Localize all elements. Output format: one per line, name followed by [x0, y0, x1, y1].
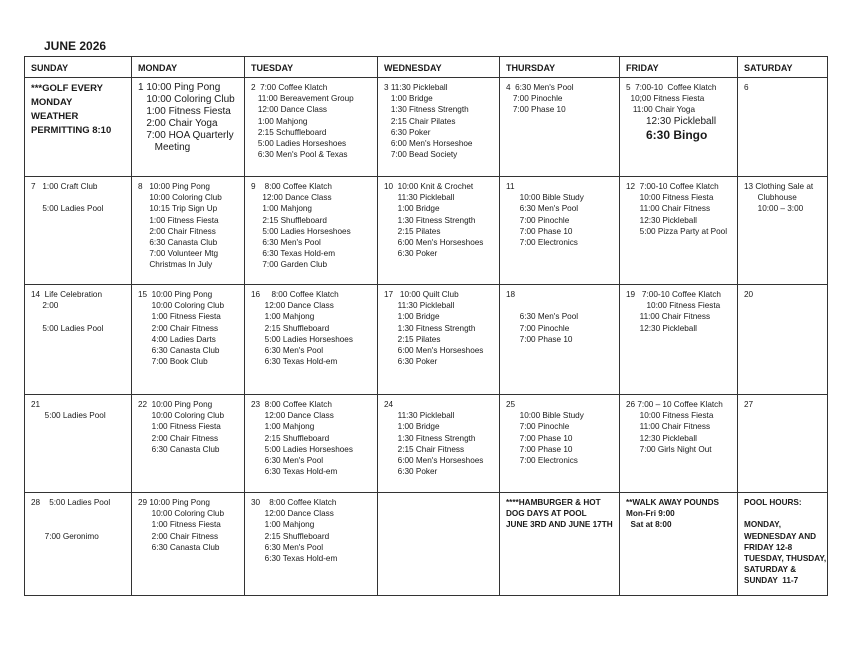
event-line: 2:00 Chair Fitness: [138, 323, 219, 333]
event-line: JUNE 3RD AND JUNE 17TH: [506, 520, 613, 530]
event-line: 12:00 Dance Class: [251, 509, 334, 519]
event-line: 11: [506, 182, 515, 191]
day-cell: [24, 394, 131, 492]
event-line: 29 10:00 Ping Pong: [138, 498, 210, 507]
event-line: 1:00 Fitness Fiesta: [138, 106, 231, 117]
event-line: 2:15 Pilates: [384, 334, 441, 344]
event-line: 2:15 Pilates: [384, 226, 441, 236]
event-line: 12:00 Dance Class: [251, 105, 328, 115]
event-line: 10:00 Coloring Club: [138, 193, 222, 203]
event-line: 6:00 Men's Horseshoes: [384, 456, 484, 466]
event-line: 7:00 Phase 10: [506, 433, 573, 443]
event-line: ****HAMBURGER & HOT: [506, 498, 601, 507]
day-header-monday: MONDAY: [131, 56, 244, 77]
event-line: 30 8:00 Coffee Klatch: [251, 498, 337, 507]
event-line: 15 10:00 Ping Pong: [138, 290, 213, 299]
event-line: 7:00 Electronics: [506, 238, 578, 248]
event-line: 1:00 Fitness Fiesta: [138, 215, 219, 225]
event-line: 10:00 Coloring Club: [138, 411, 225, 421]
event-line: 6:30 Men's Pool: [506, 312, 579, 322]
day-cell: [131, 394, 244, 492]
day-cell: [737, 394, 828, 492]
day-cell: [244, 492, 377, 596]
event-line: 1:00 Fitness Fiesta: [138, 422, 221, 432]
event-line: 6:00 Men's Horseshoes: [384, 346, 484, 356]
day-cell: [377, 176, 499, 284]
day-cell: [377, 492, 499, 596]
event-line: 6:30 Poker: [384, 357, 438, 367]
event-line: 1 10:00 Ping Pong: [138, 82, 221, 93]
day-header-thursday: THURSDAY: [499, 56, 619, 77]
event-line: SATURDAY &: [744, 565, 797, 575]
event-line: 1:00 Mahjong: [251, 116, 308, 126]
event-line: 6:30 Men's Pool: [251, 238, 321, 248]
event-line: SUNDAY 11-7: [744, 576, 799, 586]
event-line: 5:00 Pizza Party at Pool: [626, 226, 728, 236]
event-line: 13 Clothing Sale at: [744, 182, 814, 191]
event-line: 5:00 Ladies Horseshoes: [251, 226, 351, 236]
event-line: 1:00 Fitness Fiesta: [138, 520, 221, 530]
event-line: MONDAY,: [744, 520, 782, 530]
highlight-event: 6:30 Bingo: [646, 127, 708, 142]
event-line: 8 10:00 Ping Pong: [138, 182, 210, 191]
event-line: 11:00 Chair Fitness: [626, 312, 711, 322]
event-line: 12:00 Dance Class: [251, 301, 334, 311]
event-line: 1:00 Bridge: [384, 312, 440, 322]
event-line: 10:00 Coloring Club: [138, 94, 235, 105]
event-line: WEATHER: [31, 111, 79, 122]
event-line: 10:00 Fitness Fiesta: [626, 301, 721, 311]
day-cell: [244, 176, 377, 284]
day-cell: [619, 394, 737, 492]
event-line: 7:00 Phase 10: [506, 334, 573, 344]
day-cell: [737, 176, 828, 284]
day-cell: [24, 176, 131, 284]
event-line: 5:00 Ladies Pool: [31, 323, 104, 333]
day-cell: [377, 284, 499, 394]
event-line: TUESDAY, THUSDAY,: [744, 554, 827, 564]
event-line: Christmas In July: [138, 260, 213, 270]
event-line: POOL HOURS:: [744, 498, 802, 507]
event-line: MONDAY: [31, 97, 73, 108]
event-line: 1:30 Fitness Strength: [384, 323, 476, 333]
event-line: 6:30 Canasta Club: [138, 346, 220, 356]
day-cell: [737, 77, 828, 176]
day-cell: [244, 284, 377, 394]
event-line: 7 1:00 Craft Club: [31, 182, 98, 191]
day-cell: [499, 492, 619, 596]
event-line: 5:00 Ladies Pool: [31, 204, 104, 214]
event-line: 6:30 Poker: [384, 249, 438, 259]
event-line: DOG DAYS AT POOL: [506, 509, 587, 519]
event-line: Mon-Fri 9:00: [626, 509, 675, 519]
event-line: 22 10:00 Ping Pong: [138, 400, 213, 409]
event-line: 5 7:00-10 Coffee Klatch: [626, 83, 717, 92]
event-line: 10;00 Fitness Fiesta: [626, 94, 705, 104]
event-line: 2:15 Shuffleboard: [251, 531, 330, 541]
event-line: 10:00 Bible Study: [506, 411, 584, 421]
day-cell: [619, 77, 737, 176]
day-cell: [131, 176, 244, 284]
event-line: 7:00 Garden Club: [251, 260, 328, 270]
event-line: [31, 508, 128, 519]
event-line: 6:30 Men's Pool & Texas: [251, 150, 348, 160]
event-line: 6:30 Poker: [384, 127, 431, 137]
event-line: 3 11:30 Pickleball: [384, 83, 448, 92]
day-header-saturday: SATURDAY: [737, 56, 828, 77]
event-line: 1:00 Mahjong: [251, 204, 312, 214]
event-line: [31, 311, 128, 322]
event-line: 12:00 Dance Class: [251, 411, 334, 421]
event-line: 21: [31, 400, 41, 409]
event-line: 12:00 Dance Class: [251, 193, 332, 203]
event-line: 6:30 Texas Hold-em: [251, 357, 338, 367]
event-line: 6:30 Texas Hold-em: [251, 467, 338, 477]
event-line: 11:00 Chair Yoga: [626, 105, 696, 115]
event-line: Meeting: [138, 142, 191, 153]
event-line: 19 7:00-10 Coffee Klatch: [626, 290, 721, 299]
event-line: 1:00 Mahjong: [251, 312, 315, 322]
event-line: 11:00 Chair Fitness: [626, 422, 711, 432]
event-line: 27: [744, 400, 754, 409]
event-line: 11:30 Pickleball: [384, 193, 455, 203]
event-line: 7:00 Pinochle: [506, 94, 563, 104]
event-line: 6:30 Men's Pool: [506, 204, 579, 214]
day-cell: [737, 284, 828, 394]
day-cell: [131, 492, 244, 596]
event-line: 7:00 Phase 10: [506, 105, 566, 115]
event-line: 28 5:00 Ladies Pool: [31, 498, 111, 507]
event-line: [31, 192, 128, 203]
event-line: 2 7:00 Coffee Klatch: [251, 83, 328, 92]
day-cell: [24, 284, 131, 394]
event-line: 14 Life Celebration: [31, 290, 103, 299]
day-cell: [499, 77, 619, 176]
day-cell: [24, 77, 131, 176]
event-line: Sat at 8:00: [626, 520, 672, 530]
event-line: 20: [744, 290, 754, 299]
day-header-wednesday: WEDNESDAY: [377, 56, 499, 77]
event-line: 5:00 Ladies Horseshoes: [251, 139, 347, 149]
day-cell: [24, 492, 131, 596]
event-line: 6:30 Canasta Club: [138, 542, 220, 552]
event-line: 12:30 Pickleball: [626, 433, 697, 443]
event-line: 7:00 Volunteer Mtg: [138, 249, 219, 259]
event-line: 7:00 Phase 10: [506, 444, 573, 454]
event-line: 7:00 Bead Society: [384, 150, 458, 160]
event-line: 1:00 Mahjong: [251, 520, 315, 530]
day-cell: [619, 492, 737, 596]
event-line: 26 7:00 – 10 Coffee Klatch: [626, 400, 723, 409]
event-line: 9 8:00 Coffee Klatch: [251, 182, 332, 191]
event-line: 6:30 Canasta Club: [138, 238, 218, 248]
event-line: FRIDAY 12-8: [744, 542, 793, 552]
event-line: 18: [506, 290, 516, 299]
event-line: 17 10:00 Quilt Club: [384, 290, 459, 299]
event-line: 1:30 Fitness Strength: [384, 215, 476, 225]
day-header-sunday: SUNDAY: [24, 56, 131, 77]
event-line: 10:00 Coloring Club: [138, 509, 225, 519]
day-cell: [377, 394, 499, 492]
day-cell: [377, 77, 499, 176]
event-line: 5:00 Ladies Horseshoes: [251, 334, 353, 344]
day-cell: [737, 492, 828, 596]
event-line: PERMITTING 8:10: [31, 125, 112, 136]
event-line: 10 10:00 Knit & Crochet: [384, 182, 474, 191]
event-line: 1:00 Bridge: [384, 94, 433, 104]
event-line: **WALK AWAY POUNDS: [626, 498, 719, 507]
event-line: 10:00 Bible Study: [506, 193, 584, 203]
event-line: 2:00 Chair Fitness: [138, 531, 219, 541]
event-line: 2:15 Shuffleboard: [251, 323, 330, 333]
event-line: 1:00 Bridge: [384, 204, 440, 214]
event-line: 2:15 Schuffleboard: [251, 127, 327, 137]
day-cell: [131, 284, 244, 394]
event-line: 6:30 Men's Pool: [251, 346, 324, 356]
event-line: 6:30 Texas Hold-em: [251, 554, 338, 564]
event-line: [744, 508, 825, 519]
event-line: [506, 300, 616, 311]
event-line: 1:30 Fitness Strength: [384, 105, 469, 115]
day-cell: [499, 394, 619, 492]
day-cell: [619, 284, 737, 394]
event-line: 10:00 Fitness Fiesta: [626, 193, 714, 203]
event-line: 7:00 HOA Quarterly: [138, 130, 234, 141]
event-line: 1:00 Bridge: [384, 422, 440, 432]
event-line: 2:00: [31, 301, 59, 311]
event-line: 6:00 Men's Horseshoes: [384, 238, 484, 248]
event-line: 7:00 Pinochle: [506, 422, 570, 432]
event-line: ***GOLF EVERY: [31, 83, 103, 94]
day-cell: [499, 284, 619, 394]
event-line: 7:00 Phase 10: [506, 226, 573, 236]
event-line: 2:15 Chair Fitness: [384, 444, 465, 454]
event-line: 7:00 Girls Night Out: [626, 444, 712, 454]
day-header-friday: FRIDAY: [619, 56, 737, 77]
day-cell: [619, 176, 737, 284]
event-line: 6:30 Men's Pool: [251, 456, 324, 466]
event-line: 16 8:00 Coffee Klatch: [251, 290, 339, 299]
day-header-tuesday: TUESDAY: [244, 56, 377, 77]
event-line: 23 8:00 Coffee Klatch: [251, 400, 332, 409]
event-line: 10:00 Coloring Club: [138, 301, 225, 311]
event-line: 6:30 Poker: [384, 467, 438, 477]
event-line: 11:00 Bereavement Group: [251, 94, 354, 104]
event-line: 2:15 Chair Pilates: [384, 116, 456, 126]
event-line: 1:00 Mahjong: [251, 422, 315, 432]
event-line: 6:30 Texas Hold-em: [251, 249, 336, 259]
day-cell: [499, 176, 619, 284]
event-line: 12 7:00-10 Coffee Klatch: [626, 182, 719, 191]
event-line: WEDNESDAY AND: [744, 531, 817, 541]
event-line: 5:00 Ladies Horseshoes: [251, 444, 353, 454]
event-line: 2:15 Shuffleboard: [251, 433, 330, 443]
event-line: 24: [384, 400, 394, 409]
event-line: 6:00 Men's Horseshoe: [384, 139, 473, 149]
event-line: 1:00 Fitness Fiesta: [138, 312, 221, 322]
event-line: 4 6:30 Men's Pool: [506, 83, 574, 92]
event-line: 10:00 – 3:00: [744, 204, 804, 214]
event-line: 6:30 Canasta Club: [138, 444, 220, 454]
event-line: 2:00 Chair Yoga: [138, 118, 218, 129]
event-line: 7:00 Electronics: [506, 456, 578, 466]
event-line: 10:00 Fitness Fiesta: [626, 411, 714, 421]
day-cell: [131, 77, 244, 176]
event-line: 2:15 Shuffleboard: [251, 215, 327, 225]
day-cell: [244, 77, 377, 176]
event-line: 4:00 Ladies Darts: [138, 334, 216, 344]
event-line: 11:30 Pickleball: [384, 411, 455, 421]
highlight-event: 12:30 Pickleball: [646, 115, 717, 127]
event-line: 2:00 Chair Fitness: [138, 226, 216, 236]
event-line: 11:30 Pickleball: [384, 301, 455, 311]
event-line: 12:30 Pickleball: [626, 215, 697, 225]
event-line: 11:00 Chair Fitness: [626, 204, 711, 214]
event-line: 6: [744, 83, 749, 92]
page-title: JUNE 2026: [44, 39, 107, 53]
event-line: 5:00 Ladies Pool: [31, 411, 106, 421]
day-cell: [244, 394, 377, 492]
event-line: 7:00 Book Club: [138, 357, 208, 367]
event-line: 2:00 Chair Fitness: [138, 433, 219, 443]
event-line: 7:00 Pinochle: [506, 215, 570, 225]
calendar-grid: [24, 56, 828, 596]
event-line: 6:30 Men's Pool: [251, 542, 324, 552]
event-line: 12:30 Pickleball: [626, 323, 697, 333]
event-line: 1:30 Fitness Strength: [384, 433, 476, 443]
event-line: [31, 519, 128, 530]
event-line: 10:15 Trip Sign Up: [138, 204, 218, 214]
event-line: Clubhouse: [744, 193, 797, 203]
event-line: 25: [506, 400, 516, 409]
event-line: 7:00 Geronimo: [31, 531, 99, 541]
event-line: 7:00 Pinochle: [506, 323, 570, 333]
